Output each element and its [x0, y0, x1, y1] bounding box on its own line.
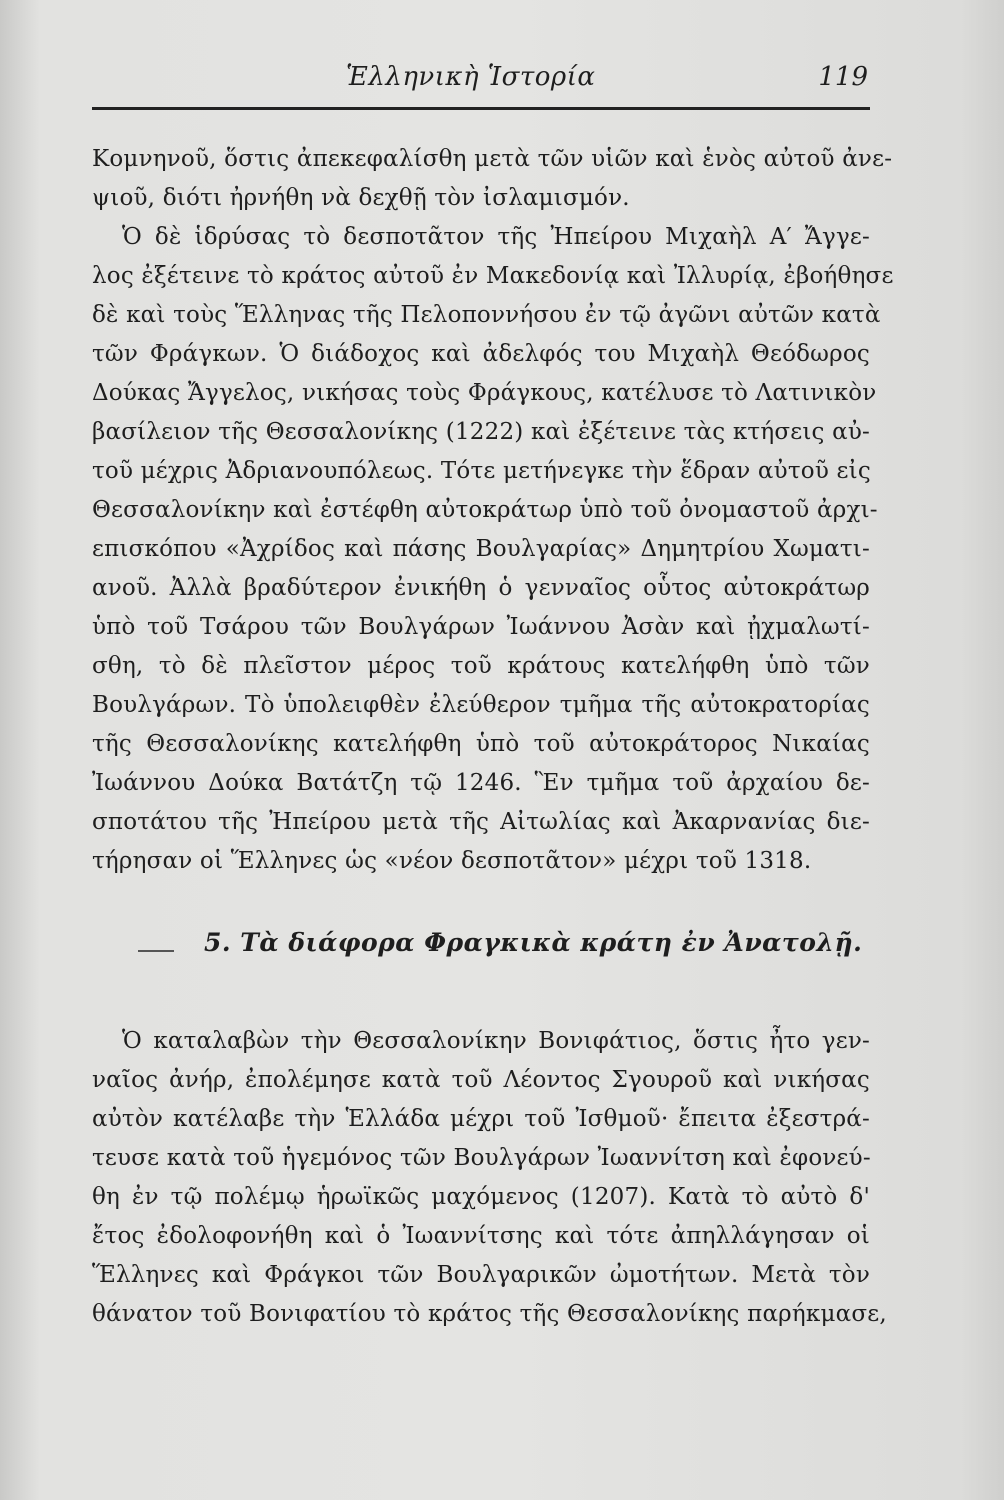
text-line: Θεσσαλονίκην καὶ ἐστέφθη αὐτοκράτωρ ὑπὸ τοῦ ὀνομαστοῦ ἀρχι- — [92, 497, 878, 523]
text-block-2 — [92, 1022, 887, 1334]
text-line: Ὁ καταλαβὼν τὴν Θεσσαλονίκην Βονιφάτιος, ὅστις ἦτο γεν- — [122, 1028, 870, 1054]
text-line: τῶν Φράγκων. Ὁ διάδοχος καὶ ἀδελφός του Μιχαὴλ Θεόδωρος — [92, 341, 870, 367]
text-line: τοῦ μέχρις Ἀδριανουπόλεως. Τότε μετήνεγκε τὴν ἕδραν αὐτοῦ εἰς — [92, 458, 871, 484]
margin-mark — [138, 950, 174, 952]
text-line: θη ἐν τῷ πολέμῳ ἡρωϊκῶς μαχόμενος (1207). Κατὰ τὸ αὐτὸ δ' — [92, 1184, 870, 1210]
text-line: τευσε κατὰ τοῦ ἡγεμόνος τῶν Βουλγάρων Ἰωαννίτση καὶ ἐφονεύ- — [92, 1145, 871, 1171]
text-line: δὲ καὶ τοὺς Ἕλληνας τῆς Πελοποννήσου ἐν τῷ ἀγῶνι αὐτῶν κατὰ — [92, 302, 881, 328]
text-line: σποτάτου τῆς Ἠπείρου μετὰ τῆς Αἰτωλίας καὶ Ἀκαρνανίας διε- — [92, 809, 870, 835]
text-line: Βουλγάρων. Τὸ ὑπολειφθὲν ἐλεύθερον τμῆμα τῆς αὐτοκρατορίας — [92, 692, 870, 718]
text-line: Ἕλληνες καὶ Φράγκοι τῶν Βουλγαρικῶν ὠμοτήτων. Μετὰ τὸν — [92, 1262, 870, 1288]
text-line: τήρησαν οἱ Ἕλληνες ὡς «νέον δεσποτᾶτον» μέχρι τοῦ 1318. — [92, 848, 812, 874]
text-line: τῆς Θεσσαλονίκης κατελήφθη ὑπὸ τοῦ αὐτοκράτορος Νικαίας — [92, 731, 870, 757]
running-title: Ἑλληνικὴ Ἱστορία — [346, 62, 596, 92]
text-line: λος ἐξέτεινε τὸ κράτος αὐτοῦ ἐν Μακεδονίᾳ καὶ Ἰλλυρίᾳ, ἐβοήθησε — [92, 263, 894, 289]
header-rule — [92, 107, 870, 110]
text-line: ὑπὸ τοῦ Τσάρου τῶν Βουλγάρων Ἰωάννου Ἀσὰν καὶ ᾐχμαλωτί- — [92, 614, 870, 640]
running-head — [92, 58, 870, 106]
text-line: ναῖος ἀνήρ, ἐπολέμησε κατὰ τοῦ Λέοντος Σγουροῦ καὶ νικήσας — [92, 1067, 870, 1093]
page-number: 119 — [818, 62, 868, 92]
text-line: θάνατον τοῦ Βονιφατίου τὸ κράτος τῆς Θεσσαλονίκης παρήκμασε, — [92, 1301, 887, 1327]
text-line: ανοῦ. Ἀλλὰ βραδύτερον ἐνικήθη ὁ γενναῖος οὗτος αὐτοκράτωρ — [92, 575, 870, 601]
text-line: Ὁ δὲ ἱδρύσας τὸ δεσποτᾶτον τῆς Ἠπείρου Μιχαὴλ Α′ Ἄγγε- — [122, 224, 870, 250]
text-line: ἔτος ἐδολοφονήθη καὶ ὁ Ἰωαννίτσης καὶ τότε ἀπηλλάγησαν οἱ — [92, 1223, 870, 1249]
text-line: βασίλειον τῆς Θεσσαλονίκης (1222) καὶ ἐξέτεινε τὰς κτήσεις αὐ- — [92, 419, 871, 445]
text-line: Ἰωάννου Δούκα Βατάτζη τῷ 1246. Ἓν τμῆμα τοῦ ἀρχαίου δε- — [92, 770, 870, 796]
text-line: επισκόπου «Ἀχρίδος καὶ πάσης Βουλγαρίας» Δημητρίου Χωματι- — [92, 536, 870, 562]
text-line: Δούκας Ἄγγελος, νικήσας τοὺς Φράγκους, κατέλυσε τὸ Λατινικὸν — [92, 380, 877, 406]
text-line: σθη, τὸ δὲ πλεῖστον μέρος τοῦ κράτους κατελήφθη ὑπὸ τῶν — [92, 653, 870, 679]
text-line: Κομνηνοῦ, ὅστις ἀπεκεφαλίσθη μετὰ τῶν υἱῶν καὶ ἑνὸς αὐτοῦ ἀνε- — [92, 146, 893, 172]
text-line: ψιοῦ, διότι ἠρνήθη νὰ δεχθῇ τὸν ἰσλαμισμόν. — [92, 185, 630, 211]
text-line: αὐτὸν κατέλαβε τὴν Ἑλλάδα μέχρι τοῦ Ἰσθμοῦ· ἔπειτα ἐξεστρά- — [92, 1106, 870, 1132]
section-heading: 5. Τὰ διάφορα Φραγκικὰ κράτη ἐν Ἀνατολῇ. — [204, 928, 863, 957]
text-block-1 — [92, 140, 894, 881]
